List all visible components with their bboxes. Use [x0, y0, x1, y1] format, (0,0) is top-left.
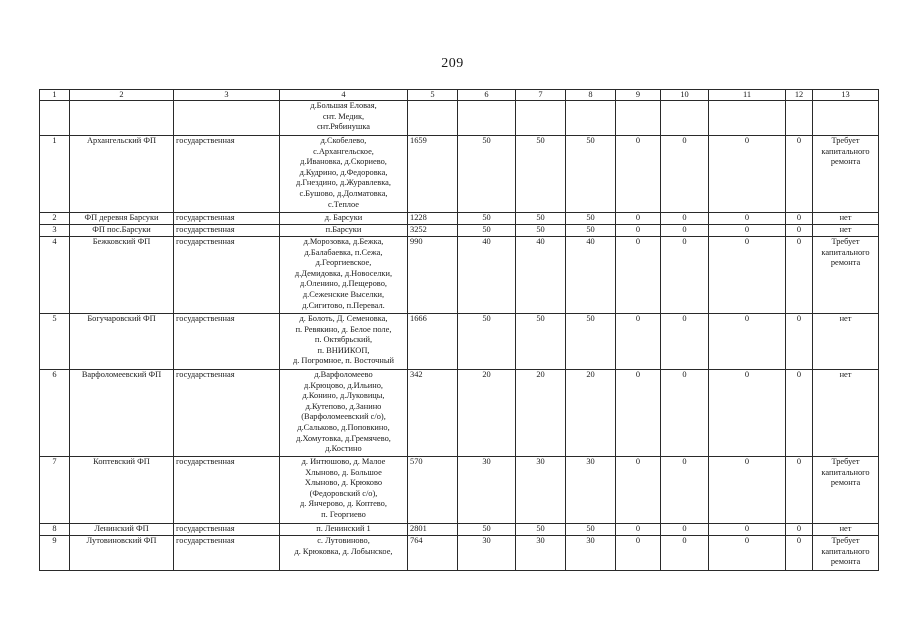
facility-name: Ленинский ФП	[70, 524, 174, 536]
value-col-12: 0	[786, 536, 813, 571]
value-col-6: 50	[458, 225, 516, 237]
value-col-12: 0	[786, 225, 813, 237]
served-localities-line: п. Георгиево	[321, 509, 366, 519]
repair-note-line: нет	[839, 524, 852, 533]
column-number-row	[40, 90, 879, 101]
value-col-8: 50	[566, 225, 616, 237]
served-localities-line: с. Лутовиново,	[317, 536, 370, 545]
served-localities	[280, 237, 408, 314]
facility-name: ФП деревня Барсуки	[70, 213, 174, 225]
value-col-11: 0	[709, 136, 786, 213]
served-localities-line: с.Архангельское,	[313, 146, 374, 156]
population-value: 342	[408, 370, 458, 457]
ownership-type: государственная	[174, 225, 280, 237]
population-value: 2801	[408, 524, 458, 536]
repair-note-line: ремонта	[830, 157, 861, 167]
ownership-type: государственная	[174, 524, 280, 536]
value-col-11: 0	[709, 524, 786, 536]
repair-note-line: ремонта	[830, 557, 861, 567]
value-col-12	[786, 101, 813, 136]
row-number: 5	[40, 314, 70, 370]
served-localities-line: д. Янчерово, д. Коптево,	[300, 499, 387, 509]
repair-note	[813, 536, 879, 571]
value-col-7	[516, 101, 566, 136]
row-number: 8	[40, 524, 70, 536]
population-value: 764	[408, 536, 458, 571]
row-number	[40, 101, 70, 136]
served-localities-line: п. Октябрьский,	[314, 335, 373, 345]
value-col-7: 50	[516, 136, 566, 213]
value-col-6: 50	[458, 213, 516, 225]
value-col-8: 50	[566, 136, 616, 213]
value-col-7: 40	[516, 237, 566, 314]
value-col-10: 0	[661, 536, 709, 571]
served-localities-line: с.Бушово, д.Долматовка,	[299, 188, 388, 198]
value-col-8: 40	[566, 237, 616, 314]
served-localities-line: д. Погромное, п. Восточный	[292, 356, 394, 366]
value-col-6: 30	[458, 457, 516, 524]
repair-note	[813, 213, 879, 225]
served-localities-line: Хлыново, д. Большое	[305, 467, 382, 477]
ownership-type: государственная	[174, 213, 280, 225]
population-value: 570	[408, 457, 458, 524]
facility-name: ФП пос.Барсуки	[70, 225, 174, 237]
facility-name: Лутовиновский ФП	[70, 536, 174, 571]
value-col-8: 20	[566, 370, 616, 457]
column-number: 5	[408, 90, 458, 101]
repair-note-line: ремонта	[830, 258, 861, 268]
column-number: 9	[616, 90, 661, 101]
value-col-12: 0	[786, 370, 813, 457]
value-col-6: 20	[458, 370, 516, 457]
population-value: 1228	[408, 213, 458, 225]
repair-note-line: капитального	[821, 546, 870, 556]
served-localities-line: д.Конино, д.Луковицы,	[302, 391, 385, 401]
served-localities	[280, 370, 408, 457]
served-localities-line: п. Ревякино, д. Белое поле,	[295, 324, 392, 334]
column-number: 7	[516, 90, 566, 101]
value-col-11: 0	[709, 536, 786, 571]
served-localities	[280, 213, 408, 225]
value-col-8	[566, 101, 616, 136]
column-number: 2	[70, 90, 174, 101]
column-number: 4	[280, 90, 408, 101]
table-row	[40, 536, 879, 571]
repair-note-line: нет	[839, 314, 852, 323]
served-localities-line: (Федоровский с/о),	[309, 488, 378, 498]
served-localities-line: (Варфоломеевский с/о),	[301, 412, 386, 422]
served-localities-line: д. Болоть, Д. Семеновка,	[299, 314, 388, 323]
served-localities-line: д.Сеженские Выселки,	[302, 289, 385, 299]
served-localities-line: д.Кутепово, д.Занино	[305, 401, 382, 411]
value-col-10: 0	[661, 457, 709, 524]
repair-note	[813, 457, 879, 524]
served-localities	[280, 524, 408, 536]
served-localities-line: д.Варфоломеево	[314, 370, 373, 379]
repair-note-line: Требует	[831, 136, 860, 145]
value-col-9: 0	[616, 370, 661, 457]
value-col-7: 50	[516, 225, 566, 237]
repair-note-line: ремонта	[830, 478, 861, 488]
value-col-6: 50	[458, 314, 516, 370]
facility-name: Варфоломеевский ФП	[70, 370, 174, 457]
served-localities-line: п. Ленинский 1	[316, 524, 371, 533]
facility-name: Бежковский ФП	[70, 237, 174, 314]
served-localities	[280, 314, 408, 370]
ownership-type	[174, 101, 280, 136]
column-number: 8	[566, 90, 616, 101]
served-localities-line: д.Большая Еловая,	[310, 101, 377, 110]
value-col-6	[458, 101, 516, 136]
table-row	[40, 370, 879, 457]
served-localities-line: д.Гнездино, д.Журавлевка,	[296, 178, 391, 188]
column-number: 1	[40, 90, 70, 101]
row-number: 1	[40, 136, 70, 213]
value-col-10	[661, 101, 709, 136]
served-localities	[280, 136, 408, 213]
served-localities-line: д. Крюковка, д. Лобынское,	[294, 546, 393, 556]
served-localities-line: д.Оленино, д.Пещерово,	[300, 279, 387, 289]
served-localities	[280, 101, 408, 136]
value-col-9: 0	[616, 314, 661, 370]
row-number: 7	[40, 457, 70, 524]
value-col-9: 0	[616, 536, 661, 571]
page-number: 209	[441, 56, 464, 71]
value-col-7: 30	[516, 536, 566, 571]
value-col-8: 50	[566, 314, 616, 370]
served-localities-line: д.Морозовка, д.Бежка,	[303, 237, 384, 246]
value-col-10: 0	[661, 524, 709, 536]
value-col-11: 0	[709, 237, 786, 314]
served-localities	[280, 225, 408, 237]
repair-note-line: нет	[839, 225, 852, 234]
ownership-type: государственная	[174, 237, 280, 314]
value-col-8: 30	[566, 536, 616, 571]
value-col-10: 0	[661, 136, 709, 213]
served-localities-line: д.Демидовка, д.Новоселки,	[294, 268, 393, 278]
table-row	[40, 136, 879, 213]
table-row	[40, 524, 879, 536]
ownership-type: государственная	[174, 136, 280, 213]
value-col-11: 0	[709, 457, 786, 524]
facility-name: Коптевский ФП	[70, 457, 174, 524]
served-localities-line: д.Крюцово, д.Ильино,	[304, 380, 383, 390]
value-col-12: 0	[786, 314, 813, 370]
ownership-type: государственная	[174, 457, 280, 524]
value-col-10: 0	[661, 370, 709, 457]
value-col-6: 50	[458, 524, 516, 536]
value-col-10: 0	[661, 237, 709, 314]
repair-note	[813, 225, 879, 237]
value-col-12: 0	[786, 213, 813, 225]
served-localities-line: д.Скобелево,	[320, 136, 367, 145]
served-localities-line: д.Костино	[325, 444, 362, 454]
column-number: 12	[786, 90, 813, 101]
value-col-7: 50	[516, 213, 566, 225]
repair-note-line: капитального	[821, 146, 870, 156]
served-localities-line: п. ВНИИКОП,	[317, 345, 370, 355]
value-col-11: 0	[709, 314, 786, 370]
value-col-9: 0	[616, 136, 661, 213]
row-number: 3	[40, 225, 70, 237]
repair-note	[813, 314, 879, 370]
facility-name	[70, 101, 174, 136]
repair-note	[813, 524, 879, 536]
repair-note-line: нет	[839, 370, 852, 379]
population-value: 3252	[408, 225, 458, 237]
column-number: 11	[709, 90, 786, 101]
value-col-9: 0	[616, 225, 661, 237]
table-row	[40, 213, 879, 225]
row-number: 9	[40, 536, 70, 571]
row-number: 6	[40, 370, 70, 457]
facility-name: Архангельский ФП	[70, 136, 174, 213]
value-col-12: 0	[786, 136, 813, 213]
repair-note	[813, 101, 879, 136]
value-col-12: 0	[786, 237, 813, 314]
value-col-9	[616, 101, 661, 136]
value-col-7: 50	[516, 524, 566, 536]
column-number: 3	[174, 90, 280, 101]
served-localities	[280, 457, 408, 524]
value-col-9: 0	[616, 237, 661, 314]
table-row	[40, 237, 879, 314]
value-col-11	[709, 101, 786, 136]
served-localities-line: д.Кудрино, д.Федоровка,	[299, 167, 388, 177]
repair-note	[813, 237, 879, 314]
value-col-9: 0	[616, 457, 661, 524]
facilities-table	[39, 89, 879, 571]
value-col-9: 0	[616, 213, 661, 225]
served-localities-line: д. Барсуки	[324, 213, 363, 222]
value-col-10: 0	[661, 213, 709, 225]
repair-note-line: Требует	[831, 536, 860, 545]
served-localities-line: снт.Рябинушка	[316, 122, 371, 132]
repair-note-line: капитального	[821, 247, 870, 257]
column-number: 13	[813, 90, 879, 101]
ownership-type: государственная	[174, 370, 280, 457]
value-col-7: 20	[516, 370, 566, 457]
row-number: 4	[40, 237, 70, 314]
repair-note-line: Требует	[831, 457, 860, 466]
served-localities-line: д.Ивановка, д.Скориево,	[300, 157, 387, 167]
repair-note-line: Требует	[831, 237, 860, 246]
value-col-6: 40	[458, 237, 516, 314]
value-col-10: 0	[661, 225, 709, 237]
repair-note	[813, 370, 879, 457]
row-number: 2	[40, 213, 70, 225]
value-col-6: 30	[458, 536, 516, 571]
served-localities-line: с.Теплое	[328, 199, 359, 209]
repair-note-line: капитального	[821, 467, 870, 477]
repair-note-line: нет	[839, 213, 852, 222]
table-row	[40, 314, 879, 370]
value-col-7: 50	[516, 314, 566, 370]
served-localities-line: д.Сигитово, п.Перевал.	[302, 300, 385, 310]
repair-note	[813, 136, 879, 213]
value-col-8: 30	[566, 457, 616, 524]
served-localities-line: д.Балабаевка, п.Сежа,	[304, 247, 383, 257]
value-col-12: 0	[786, 457, 813, 524]
value-col-7: 30	[516, 457, 566, 524]
served-localities-line: Хлыново, д. Крюково	[304, 478, 383, 488]
value-col-11: 0	[709, 370, 786, 457]
population-value: 990	[408, 237, 458, 314]
value-col-8: 50	[566, 213, 616, 225]
served-localities	[280, 536, 408, 571]
value-col-12: 0	[786, 524, 813, 536]
column-number: 10	[661, 90, 709, 101]
value-col-11: 0	[709, 225, 786, 237]
served-localities-line: д.Хомутовка, д.Гремячево,	[296, 433, 391, 443]
value-col-8: 50	[566, 524, 616, 536]
ownership-type: государственная	[174, 314, 280, 370]
table-row	[40, 457, 879, 524]
served-localities-line: д.Сальково, д.Поповкино,	[297, 422, 390, 432]
served-localities-line: п.Барсуки	[325, 225, 362, 234]
population-value: 1659	[408, 136, 458, 213]
facility-name: Богучаровский ФП	[70, 314, 174, 370]
column-number: 6	[458, 90, 516, 101]
value-col-9: 0	[616, 524, 661, 536]
served-localities-line: д.Георгиевское,	[315, 258, 372, 268]
table-row	[40, 101, 879, 136]
value-col-6: 50	[458, 136, 516, 213]
ownership-type: государственная	[174, 536, 280, 571]
served-localities-line: д. Интюшово, д. Малое	[301, 457, 386, 466]
table-row	[40, 225, 879, 237]
population-value: 1666	[408, 314, 458, 370]
served-localities-line: снт. Медик,	[322, 111, 365, 121]
value-col-10: 0	[661, 314, 709, 370]
population-value	[408, 101, 458, 136]
value-col-11: 0	[709, 213, 786, 225]
